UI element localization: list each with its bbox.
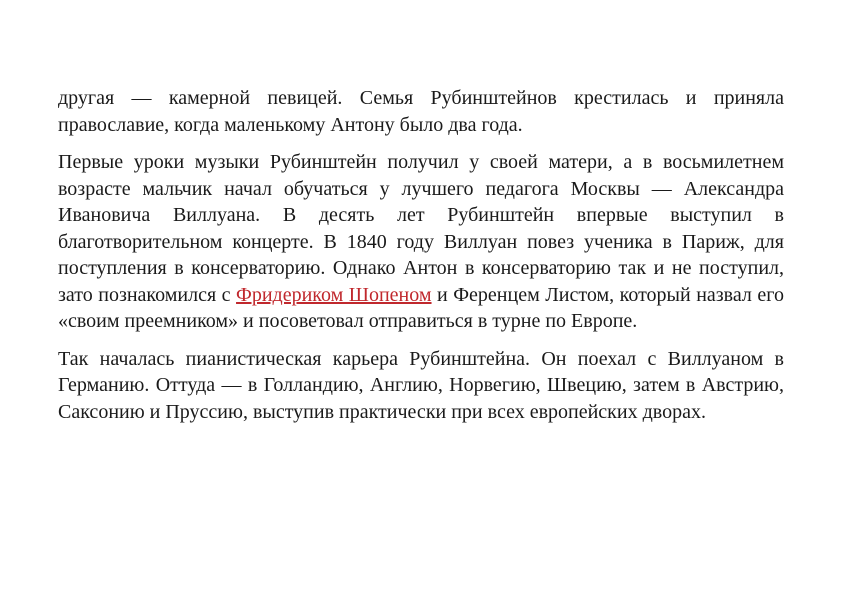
paragraph-2 [58,149,784,335]
paragraph-1: другая — камерной певицей. Семья Рубинштейнов крестилась и приняла православие, когда маленькому Антону было два года. [58,87,784,136]
paragraph-2-text-after-link: и Ференцем Листом, который назвал его «своим преемником» и посоветовал отправиться в турне по Европе. [58,283,784,332]
paragraph-2-text-before-link: Первые уроки музыки Рубинштейн получил у своей матери, а в восьмилетнем возрасте мальчик начал обучаться у лучшего педагога Москвы — Александра Ивановича Виллуана. В десять лет Рубинштейн впервые выступил в благотворительном концерте. В 1840 году Виллуан повез ученика в Париж, для поступления в консерваторию. Однако Антон в консерваторию так и не поступил, зато познакомился с [58,151,784,306]
paragraph-3: Так началась пианистическая карьера Рубинштейна. Он поехал с Виллуаном в Германию. Оттуда — в Голландию, Англию, Норвегию, Швецию, затем в Австрию, Саксонию и Пруссию, выступив практически при всех европейских дворах. [58,347,784,423]
document-body [58,85,784,436]
chopin-link[interactable]: Фридериком Шопеном [236,283,432,306]
